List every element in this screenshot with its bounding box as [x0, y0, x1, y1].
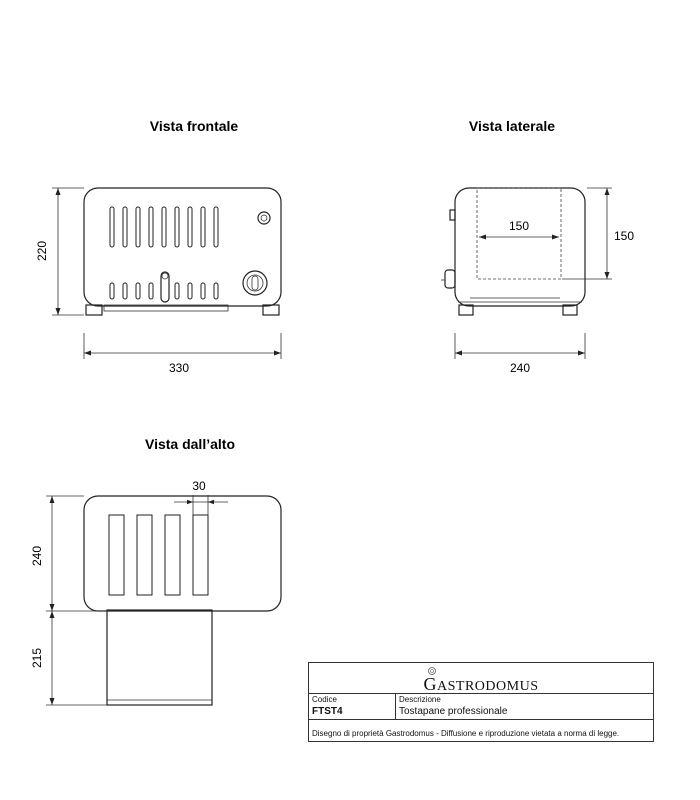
side-slot-height-label: 150 [613, 229, 635, 243]
code-cell [309, 693, 396, 719]
side-view-title: Vista laterale [468, 118, 556, 134]
side-depth-label: 240 [509, 361, 531, 375]
timer-knob-icon [243, 271, 267, 295]
brand-rest: ASTRODOMUS [437, 679, 539, 694]
side-slot-outline [477, 188, 561, 279]
code-label: Codice [312, 695, 337, 704]
top-tray [107, 610, 212, 705]
top-slot-width-label: 30 [192, 479, 206, 493]
side-slot-height-dimension [562, 188, 612, 279]
side-depth-dimension [455, 333, 585, 359]
side-slot-width-label: 150 [508, 219, 530, 233]
front-upper-vents [110, 207, 218, 247]
side-indicator-stub [450, 210, 455, 220]
side-body [455, 188, 585, 306]
front-width-dimension [84, 333, 281, 359]
front-height-dimension [52, 188, 84, 315]
top-slot-width-dimension [174, 495, 228, 515]
indicator-light-icon [258, 212, 270, 224]
top-bread-slots [109, 515, 208, 595]
top-depth-label: 240 [30, 545, 44, 567]
copyright-notice: Disegno di proprietà Gastrodomus - Diffusione e riproduzione vietata a norma di legge. [312, 729, 620, 738]
front-width-label: 330 [168, 361, 190, 375]
code-value: FTST4 [312, 706, 343, 717]
top-tray-dimension [46, 611, 107, 705]
top-tray-label: 215 [30, 647, 44, 669]
front-lower-vents [110, 283, 218, 299]
front-view [35, 188, 281, 375]
lever-icon [161, 272, 169, 302]
top-view [30, 479, 281, 705]
bread-slot [165, 515, 180, 595]
title-block-brand-row [309, 663, 653, 694]
bread-slot [137, 515, 152, 595]
title-block-info-row [309, 693, 653, 720]
bread-slot [193, 515, 208, 595]
front-height-label: 220 [35, 240, 49, 262]
description-label: Descrizione [399, 695, 441, 704]
top-depth-dimension [46, 496, 107, 611]
side-view [441, 188, 634, 375]
front-view-title: Vista frontale [149, 118, 239, 134]
brand-initial: G [423, 674, 438, 694]
side-knob-stub [445, 270, 455, 288]
description-value: Tostapane professionale [399, 706, 508, 717]
description-cell [396, 693, 653, 719]
side-slot-width-dimension [479, 235, 559, 240]
title-block [308, 662, 654, 742]
top-view-title: Vista dall’alto [145, 436, 235, 452]
bread-slot [109, 515, 124, 595]
brand-name [309, 674, 653, 695]
